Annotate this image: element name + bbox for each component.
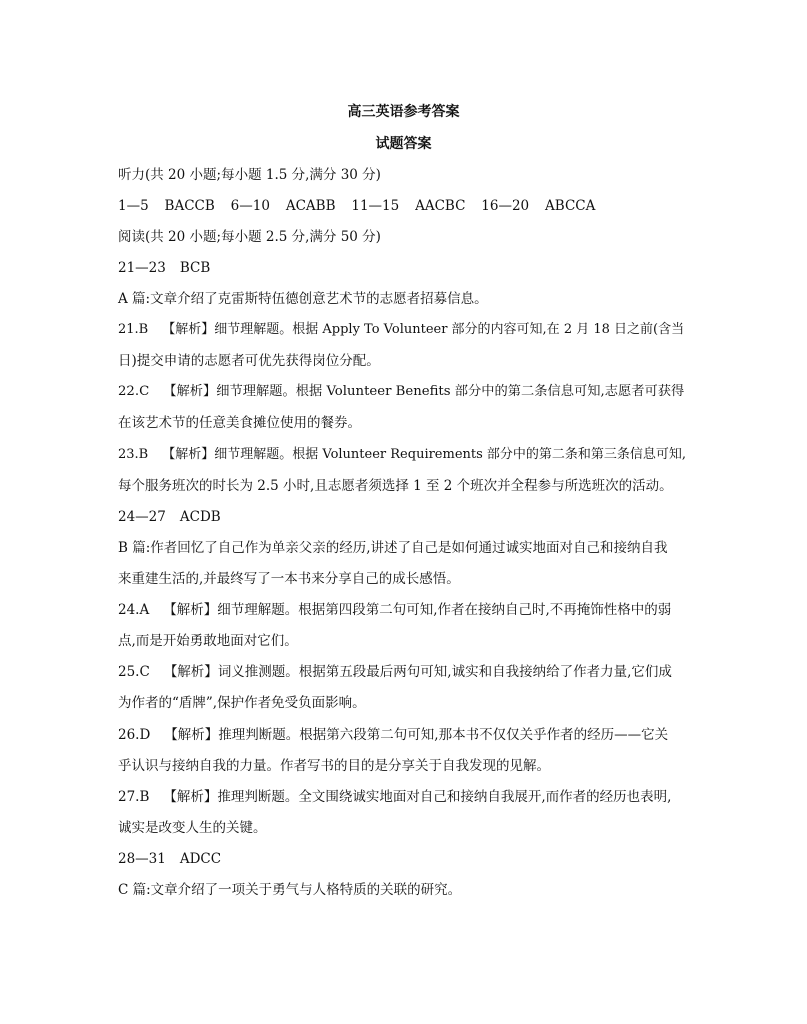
item-25-text-1: 词义推测题。根据第五段最后两句可知,诚实和自我接纳给了作者力量,它们成 bbox=[217, 664, 672, 680]
listening-answers: 1—5 BACCB 6—10 ACABB 11—15 AACBC 16—20 ABCCA bbox=[118, 198, 596, 214]
item-24-text-1: 细节理解题。根据第四段第二句可知,作者在接纳自己时,不再掩饰性格中的弱 bbox=[217, 602, 672, 618]
group-a-answers bbox=[118, 258, 693, 278]
group-c-range: 28—31 bbox=[118, 851, 166, 867]
item-22-number: 22.C bbox=[118, 384, 150, 399]
item-23-number: 23.B bbox=[118, 447, 149, 462]
item-25-text-2: 为作者的“盾牌”,保护作者免受负面影响。 bbox=[118, 695, 366, 711]
item-25-tag: 【解析】 bbox=[163, 664, 218, 680]
group-b-summary-2: 来重建生活的,并最终写了一本书来分享自己的成长感悟。 bbox=[118, 571, 460, 587]
group-a-summary: A 篇:文章介绍了克雷斯特伍德创意艺术节的志愿者招募信息。 bbox=[118, 291, 488, 307]
item-22-text-2: 在该艺术节的任意美食摊位使用的餐券。 bbox=[118, 415, 361, 431]
item-27-tag: 【解析】 bbox=[163, 789, 218, 805]
group-b-answer-key: ACDB bbox=[179, 509, 221, 525]
item-26-text-2: 乎认识与接纳自我的力量。作者写书的目的是分享关于自我发现的见解。 bbox=[118, 758, 550, 774]
item-26-number: 26.D bbox=[118, 727, 151, 743]
item-25-number: 25.C bbox=[118, 664, 150, 680]
reading-header: 阅读(共 20 小题;每小题 2.5 分,满分 50 分) bbox=[118, 229, 381, 245]
group-c-answer-key: ADCC bbox=[179, 851, 222, 867]
group-a-answer-key: BCB bbox=[179, 260, 211, 276]
item-26-text-1: 推理判断题。根据第六段第二句可知,那本书不仅仅关乎作者的经历——它关 bbox=[218, 727, 669, 743]
item-22 bbox=[118, 382, 693, 402]
group-c-summary: C 篇:文章介绍了一项关于勇气与人格特质的关联的研究。 bbox=[118, 882, 462, 898]
item-21-text-1: 细节理解题。根据 Apply To Volunteer 部分的内容可知,在 2 月 18 日之前(含当 bbox=[214, 322, 685, 337]
item-24-text-2: 点,而是开始勇敢地面对它们。 bbox=[118, 633, 298, 649]
item-26 bbox=[118, 725, 693, 745]
item-23-text-1: 细节理解题。根据 Volunteer Requirements 部分中的第二条和第三条信息可知, bbox=[214, 447, 687, 462]
item-21-number: 21.B bbox=[118, 322, 149, 337]
item-24-number: 24.A bbox=[118, 602, 150, 618]
item-24 bbox=[118, 600, 693, 620]
item-23-tag: 【解析】 bbox=[162, 447, 215, 462]
item-27 bbox=[118, 787, 693, 807]
item-21-tag: 【解析】 bbox=[162, 322, 215, 337]
item-24-tag: 【解析】 bbox=[163, 602, 218, 618]
group-a-range: 21—23 bbox=[118, 260, 166, 276]
item-23-text-2: 每个服务班次的时长为 2.5 小时,且志愿者须选择 1 至 2 个班次并全程参与所选班次的活动。 bbox=[118, 478, 673, 494]
item-27-text-1: 推理判断题。全文围绕诚实地面对自己和接纳自我展开,而作者的经历也表明, bbox=[217, 789, 672, 805]
document-title: 高三英语参考答案 bbox=[347, 104, 460, 120]
item-27-text-2: 诚实是改变人生的关键。 bbox=[118, 820, 267, 836]
item-25 bbox=[118, 662, 693, 682]
item-27-number: 27.B bbox=[118, 789, 150, 805]
item-22-text-1: 细节理解题。根据 Volunteer Benefits 部分中的第二条信息可知,志愿者可获得 bbox=[216, 384, 685, 399]
group-b-answers bbox=[118, 507, 693, 527]
item-22-tag: 【解析】 bbox=[163, 384, 217, 399]
listening-header: 听力(共 20 小题;每小题 1.5 分,满分 30 分) bbox=[118, 167, 381, 183]
document-subtitle: 试题答案 bbox=[375, 136, 432, 152]
item-23 bbox=[118, 445, 693, 465]
group-b-summary-1: B 篇:作者回忆了自己作为单亲父亲的经历,讲述了自己是如何通过诚实地面对自己和接纳自我 bbox=[118, 540, 668, 556]
group-c-answers bbox=[118, 849, 693, 869]
group-b-range: 24—27 bbox=[118, 509, 166, 525]
item-21 bbox=[118, 320, 693, 340]
item-21-text-2: 日)提交申请的志愿者可优先获得岗位分配。 bbox=[118, 353, 380, 369]
item-26-tag: 【解析】 bbox=[164, 727, 219, 743]
